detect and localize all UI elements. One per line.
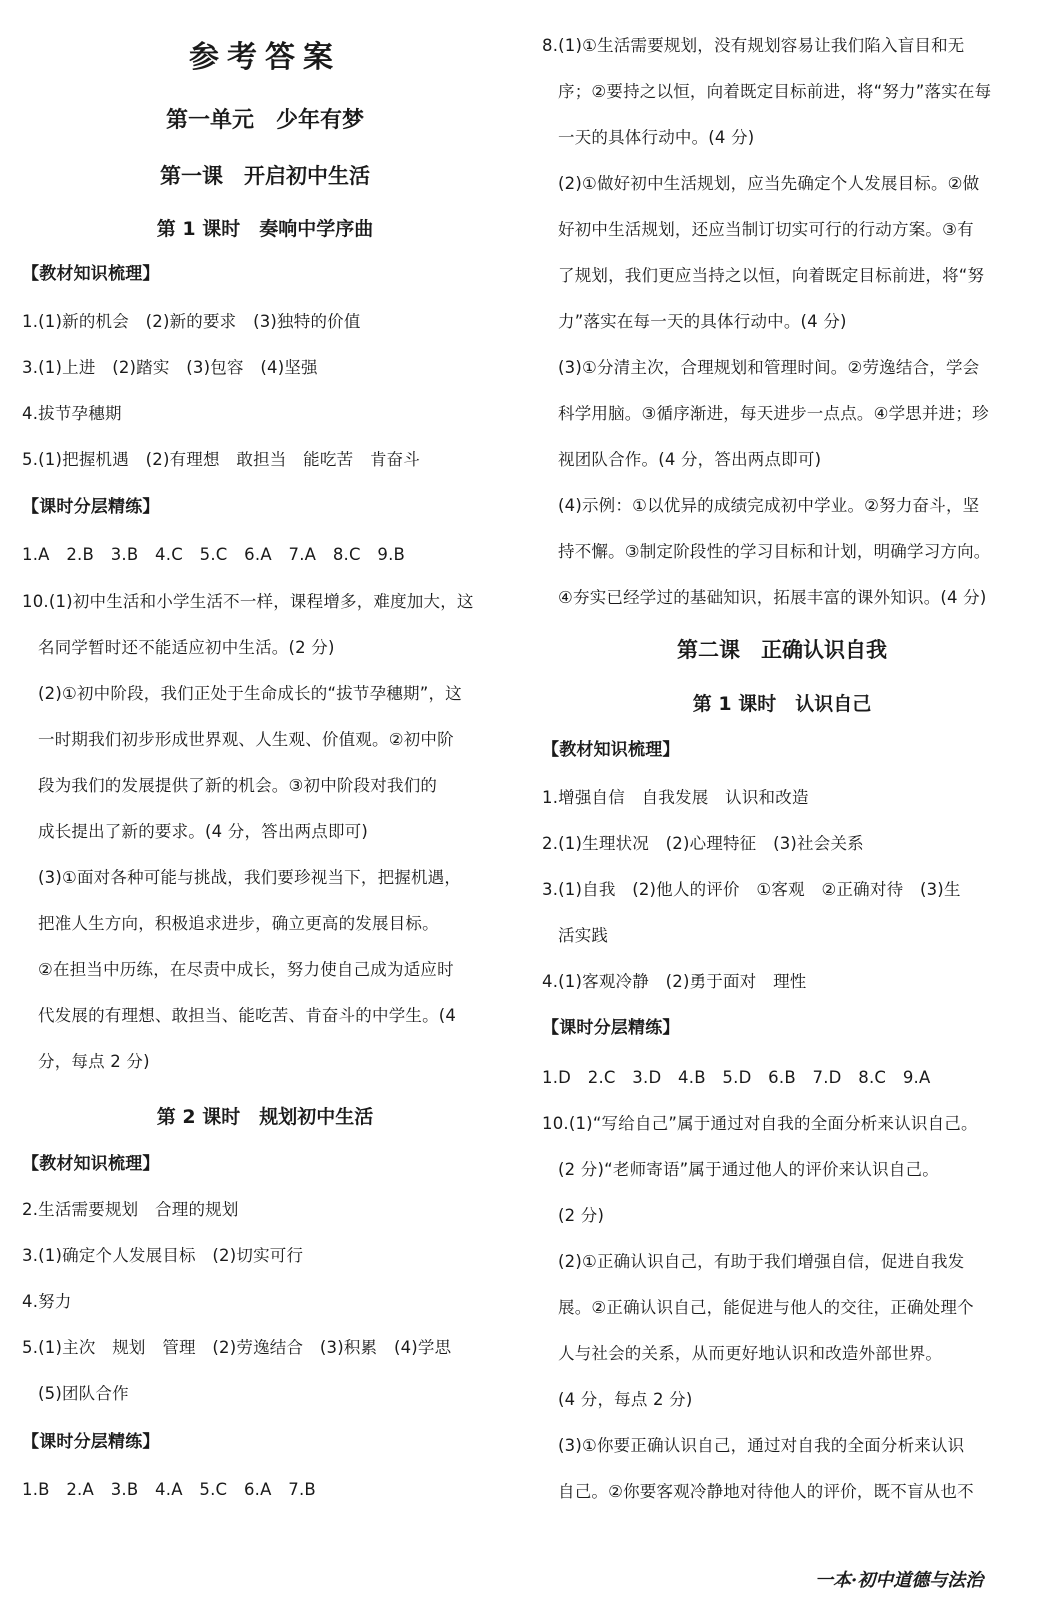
answer-line: (3)①你要正确认识自己，通过对自我的全面分析来认识 [558, 1436, 965, 1455]
answer-line: 了规划，我们更应当持之以恒，向着既定目标前进，将“努 [558, 266, 985, 285]
period-title: 第 1 课时 认识自己 [692, 693, 872, 715]
answer-line: 视团队合作。(4 分，答出两点即可) [558, 450, 822, 469]
answer-line: 段为我们的发展提供了新的机会。③初中阶段对我们的 [38, 776, 438, 795]
answer-line: 名同学暂时还不能适应初中生活。(2 分) [38, 638, 335, 657]
answer-line: 5.(1)主次 规划 管理 (2)劳逸结合 (3)积累 (4)学思 [22, 1338, 452, 1357]
answer-line: (4)示例：①以优异的成绩完成初中学业。②努力奋斗，坚 [558, 496, 980, 515]
answer-line: 把准人生方向，积极追求进步，确立更高的发展目标。 [38, 914, 439, 933]
answer-line: (5)团队合作 [38, 1384, 129, 1403]
answer-line: (2 分) [558, 1206, 605, 1225]
answer-line: ④夯实已经学过的基础知识，拓展丰富的课外知识。(4 分) [558, 588, 987, 607]
answer-line: (2)①做好初中生活规划，应当先确定个人发展目标。②做 [558, 174, 980, 193]
section-header: 【教材知识梳理】 [22, 264, 160, 284]
section-header: 【课时分层精练】 [22, 497, 160, 517]
answer-line: 10.(1)“写给自己”属于通过对自我的全面分析来认识自己。 [542, 1114, 978, 1133]
answer-line: 力”落实在每一天的具体行动中。(4 分) [558, 312, 847, 331]
answer-line: 3.(1)自我 (2)他人的评价 ①客观 ②正确对待 (3)生 [542, 880, 961, 899]
answer-line: 活实践 [558, 926, 609, 945]
answer-line: 4.拔节孕穗期 [22, 404, 122, 423]
section-header: 【教材知识梳理】 [542, 740, 680, 760]
answer-line: 2.生活需要规划 合理的规划 [22, 1200, 239, 1219]
answer-line: 4.努力 [22, 1292, 72, 1311]
answer-line: 好初中生活规划，还应当制订切实可行的行动方案。③有 [558, 220, 974, 239]
lesson-title: 第一课 开启初中生活 [160, 164, 370, 188]
main-title: 参考答案 [189, 40, 341, 75]
answer-line: 1.(1)新的机会 (2)新的要求 (3)独特的价值 [22, 312, 361, 331]
answer-line: (3)①分清主次，合理规划和管理时间。②劳逸结合，学会 [558, 358, 980, 377]
unit-title: 第一单元 少年有梦 [165, 108, 364, 133]
section-header: 【课时分层精练】 [22, 1432, 160, 1452]
answer-line: 3.(1)上进 (2)踏实 (3)包容 (4)坚强 [22, 358, 318, 377]
book-series-footer: 一本·初中道德与法治 [815, 1570, 984, 1591]
answer-line: 分，每点 2 分) [38, 1052, 150, 1071]
period-title: 第 1 课时 奏响中学序曲 [156, 218, 374, 240]
period-title: 第 2 课时 规划初中生活 [156, 1106, 374, 1128]
section-header: 【教材知识梳理】 [22, 1154, 160, 1174]
answer-line: 成长提出了新的要求。(4 分，答出两点即可) [38, 822, 369, 841]
answer-line: 一时期我们初步形成世界观、人生观、价值观。②初中阶 [38, 730, 454, 749]
answer-line: 10.(1)初中生活和小学生活不一样，课程增多，难度加大，这 [22, 592, 474, 611]
answer-line: (2 分)“老师寄语”属于通过他人的评价来认识自己。 [558, 1160, 939, 1179]
answer-line: 8.(1)①生活需要规划，没有规划容易让我们陷入盲目和无 [542, 36, 965, 55]
answer-line: 2.(1)生理状况 (2)心理特征 (3)社会关系 [542, 834, 864, 853]
answer-line: 5.(1)把握机遇 (2)有理想 敢担当 能吃苦 肯奋斗 [22, 450, 421, 469]
section-header: 【课时分层精练】 [542, 1018, 680, 1038]
answer-line: (3)①面对各种可能与挑战，我们要珍视当下，把握机遇， [38, 868, 462, 887]
answer-line: 代发展的有理想、敢担当、能吃苦、肯奋斗的中学生。(4 [38, 1006, 457, 1025]
answer-line: 3.(1)确定个人发展目标 (2)切实可行 [22, 1246, 304, 1265]
answer-line: 序；②要持之以恒，向着既定目标前进，将“努力”落实在每 [558, 82, 992, 101]
answer-line: 自己。②你要客观冷静地对待他人的评价，既不盲从也不 [558, 1482, 974, 1501]
answer-line: 人与社会的关系，从而更好地认识和改造外部世界。 [558, 1344, 943, 1363]
answer-line: 一天的具体行动中。(4 分) [558, 128, 755, 147]
choice-answers: 1.B 2.A 3.B 4.A 5.C 6.A 7.B [22, 1480, 316, 1499]
lesson-title: 第二课 正确认识自我 [677, 638, 887, 662]
answer-line: ②在担当中历练，在尽责中成长，努力使自己成为适应时 [38, 960, 454, 979]
answer-line: (2)①初中阶段，我们正处于生命成长的“拔节孕穗期”，这 [38, 684, 462, 703]
answer-line: (2)①正确认识自己，有助于我们增强自信，促进自我发 [558, 1252, 965, 1271]
answer-line: 4.(1)客观冷静 (2)勇于面对 理性 [542, 972, 807, 991]
answer-line: 1.增强自信 自我发展 认识和改造 [542, 788, 809, 807]
answer-line: 持不懈。③制定阶段性的学习目标和计划，明确学习方向。 [558, 542, 991, 561]
answer-line: 科学用脑。③循序渐进，每天进步一点点。④学思并进；珍 [558, 404, 989, 423]
choice-answers: 1.A 2.B 3.B 4.C 5.C 6.A 7.A 8.C 9.B [22, 545, 406, 564]
answer-line: 展。②正确认识自己，能促进与他人的交往，正确处理个 [558, 1298, 974, 1317]
choice-answers: 1.D 2.C 3.D 4.B 5.D 6.B 7.D 8.C 9.A [542, 1068, 931, 1087]
answer-line: (4 分，每点 2 分) [558, 1390, 693, 1409]
